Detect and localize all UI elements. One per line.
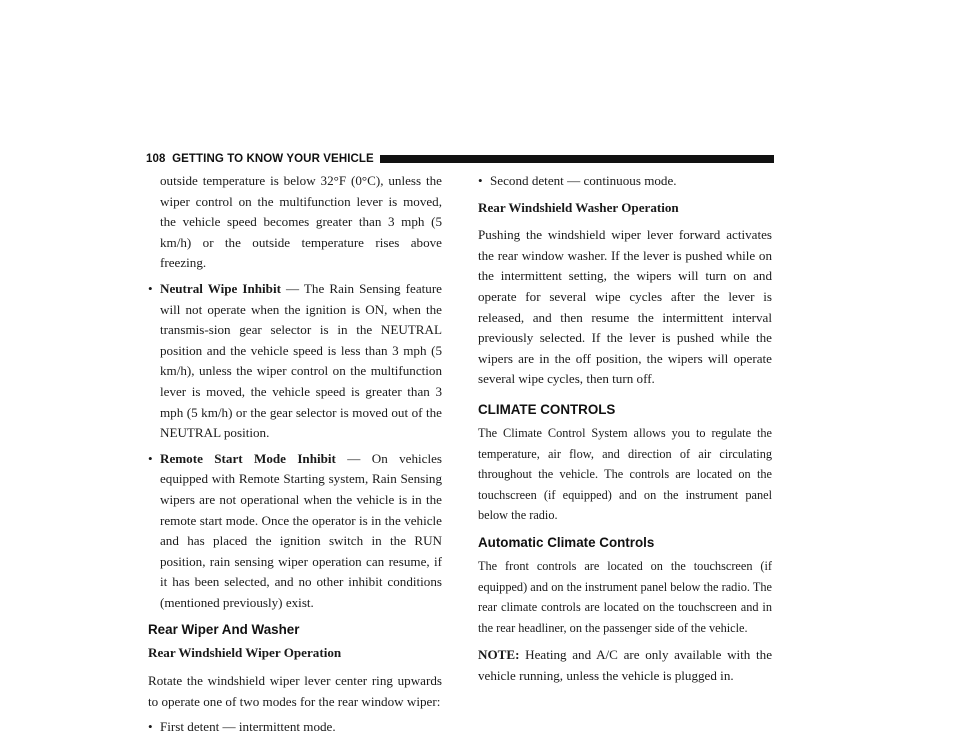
first-detent-text: First detent — intermittent mode. [160,719,336,735]
rear-wiper-heading: Rear Wiper And Washer [148,622,300,638]
rear-wiper-paragraph: Rotate the windshield wiper lever center ring upwards to operate one of two modes for the rear window wiper: [148,673,442,709]
rear-wiper-subheading: Rear Windshield Wiper Operation [148,645,342,661]
rear-washer-paragraph: Pushing the windshield wiper lever forward activates the rear window washer. If the lever is pushed while on the intermittent setting, the wipers will turn on and operate for several wipe cycles after the lever is released, and then resume the intermittent interval previously selected. If the lever is pushed while the wipers are in the off position, the wipers will operate several wipe cycles, then turn off. [478,227,772,387]
header-rule [380,155,774,163]
bullet-icon: • [478,173,483,188]
page-header-text [146,153,380,165]
neutral-wipe-inhibit-item [148,279,442,444]
neutral-wipe-inhibit-label: Neutral Wipe Inhibit [160,280,281,296]
remote-start-inhibit-item [148,449,442,614]
note-text: Heating and A/C are only available with the vehicle running, unless the vehicle is plugged in. [478,647,772,683]
second-detent-item [478,171,772,192]
right-column [478,171,772,686]
bullet-icon: • [148,280,153,296]
remote-start-inhibit-label: Remote Start Mode Inhibit [160,450,336,466]
second-detent-text: Second detent — continuous mode. [490,173,677,188]
rear-washer-subheading: Rear Windshield Washer Operation [478,199,679,215]
page-number: 108 [146,153,166,165]
continuation-paragraph: outside temperature is below 32°F (0°C), unless the wiper control on the multifunction lever is moved, the vehicle speed becomes greater than 3 mph (5 km/h) or the outside temperature rises above freezing. [160,173,442,271]
page-header [146,152,774,166]
section-title: GETTING TO KNOW YOUR VEHICLE [172,153,374,165]
automatic-climate-heading: Automatic Climate Controls [478,534,655,550]
first-detent-item [148,717,442,738]
left-column [148,171,442,738]
neutral-wipe-inhibit-text: — The Rain Sensing feature will not operate when the ignition is ON, when the transmis-sion gear selector is in the NEUTRAL position and the vehicle speed is less than 3 mph (5 km/h), unless the wiper control on the multifunction lever is moved, the vehicle speed is greater than 3 mph (5 km/h) or the gear selector is moved out of the NEUTRAL position. [160,280,442,441]
automatic-climate-paragraph: The front controls are located on the touchscreen (if equipped) and on the instrument panel below the radio. The rear climate controls are located on the touchscreen and in the rear headliner, on the passenger side of the vehicle. [478,558,772,635]
note-paragraph [478,645,772,686]
note-label: NOTE: [478,647,520,663]
climate-controls-heading: CLIMATE CONTROLS [478,401,616,417]
bullet-icon: • [148,450,153,466]
climate-controls-paragraph: The Climate Control System allows you to regulate the temperature, air flow, and direction of air circulating throughout the vehicle. The controls are located on the touchscreen (if equipped) and on the instrument panel below the radio. [478,425,772,523]
remote-start-inhibit-text: — On vehicles equipped with Remote Starting system, Rain Sensing wipers are not operational when the vehicle is in the remote start mode. Once the operator is in the vehicle and has placed the ignition switch in the RUN position, rain sensing wiper operation can resume, if it has been selected, and no other inhibit conditions (mentioned previously) exist. [160,450,442,610]
bullet-icon: • [148,719,153,735]
